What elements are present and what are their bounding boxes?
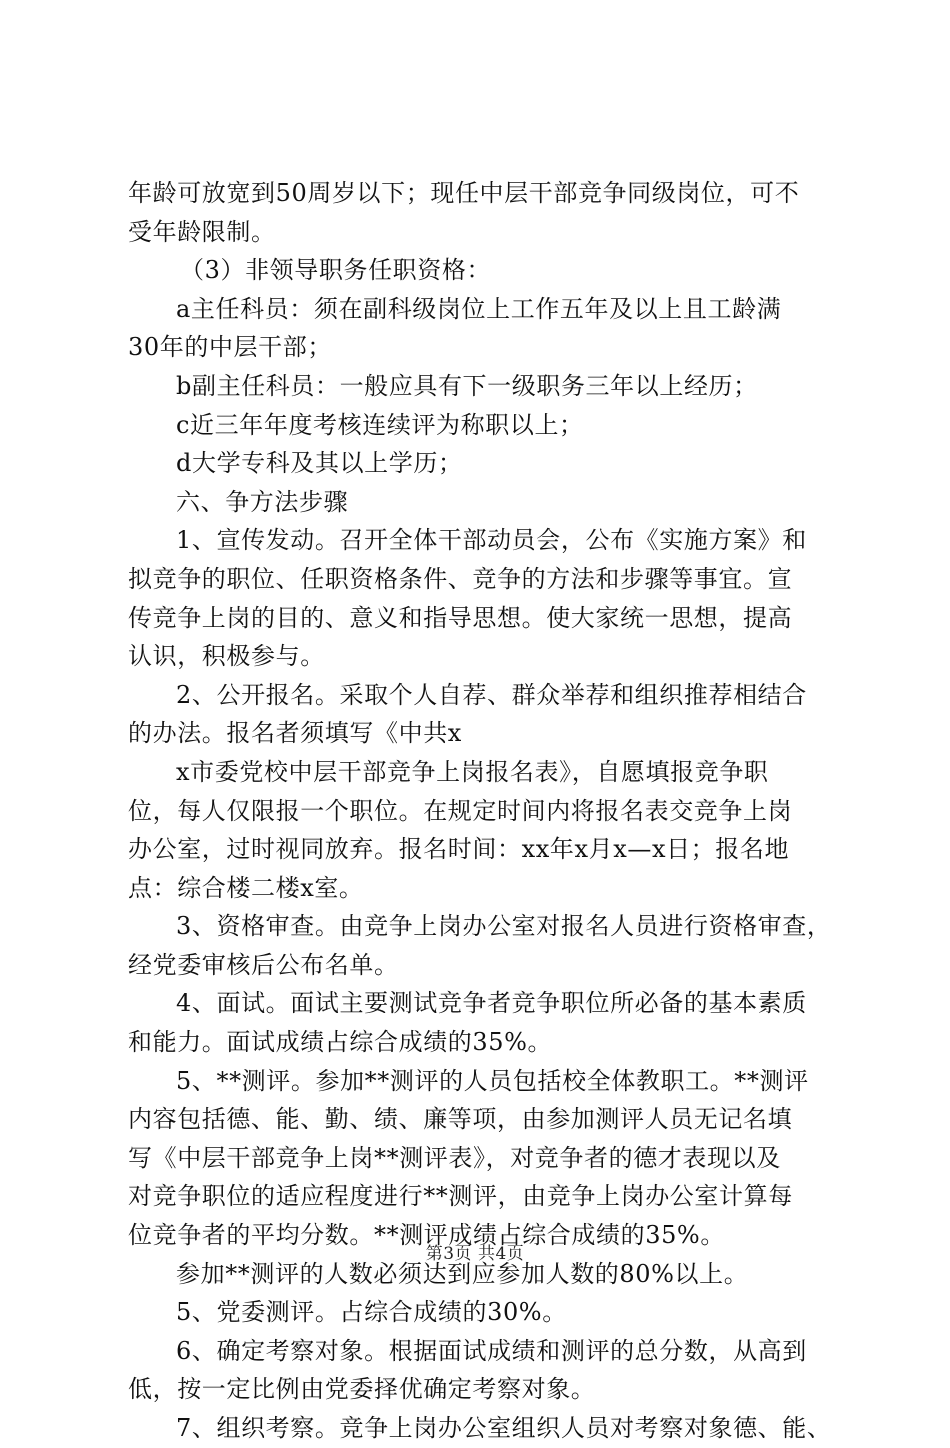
text-line: 认识，积极参与。 [128,642,325,671]
text-line: （3）非领导职务任职资格： [180,256,492,285]
text-line: d大学专科及其以上学历； [176,449,463,478]
text-line: 5、党委测评。占综合成绩的30%。 [176,1298,567,1327]
text-line: 低，按一定比例由党委择优确定考察对象。 [128,1375,596,1404]
text-line: 对竞争职位的适应程度进行**测评，由竞争上岗办公室计算每 [128,1182,793,1211]
text-line: a主任科员：须在副科级岗位上工作五年及以上且工龄满 [176,294,782,323]
text-line: 办公室，过时视同放弃。报名时间：xx年x月x—x日；报名地 [128,835,790,864]
text-line: 和能力。面试成绩占综合成绩的35%。 [128,1028,553,1057]
text-line: 3、资格审查。由竞争上岗办公室对报名人员进行资格审查， [176,912,832,941]
text-line: 7、组织考察。竞争上岗办公室组织人员对考察对象德、能、 [176,1414,832,1442]
text-line: 4、面试。面试主要测试竞争者竞争职位所必备的基本素质 [176,989,807,1018]
text-line: 传竞争上岗的目的、意义和指导思想。使大家统一思想，提高 [128,603,793,632]
text-line: 位竞争者的平均分数。**测评成绩占综合成绩的35%。 [128,1221,725,1250]
text-line: 30年的中层干部； [128,333,332,362]
text-line: 经党委审核后公布名单。 [128,950,399,979]
text-line: 5、**测评。参加**测评的人员包括校全体教职工。**测评 [176,1066,809,1095]
text-line: 6、确定考察对象。根据面试成绩和测评的总分数，从高到 [176,1336,807,1365]
text-line: 六、争方法步骤 [176,487,349,516]
text-line: b副主任科员：一般应具有下一级职务三年以上经历； [176,371,758,400]
text-line: c近三年年度考核连续评为称职以上； [176,410,584,439]
text-line: 位，每人仅限报一个职位。在规定时间内将报名表交竞争上岗 [128,796,793,825]
text-line: 受年龄限制。 [128,217,276,246]
text-line: 点：综合楼二楼x室。 [128,873,364,902]
text-line: 内容包括德、能、勤、绩、廉等项，由参加测评人员无记名填 [128,1105,793,1134]
text-line: 1、宣传发动。召开全体干部动员会，公布《实施方案》和 [176,526,807,555]
text-line: 参加**测评的人数必须达到应参加人数的80%以上。 [176,1259,749,1288]
text-line: 拟竞争的职位、任职资格条件、竞争的方法和步骤等事宜。宣 [128,564,793,593]
text-line: 2、公开报名。采取个人自荐、群众举荐和组织推荐相结合 [176,680,807,709]
text-line: 写《中层干部竞争上岗**测评表》，对竞争者的德才表现以及 [128,1143,781,1172]
text-line: 的办法。报名者须填写《中共x [128,719,462,748]
text-line: 年龄可放宽到50周岁以下；现任中层干部竞争同级岗位，可不 [128,179,800,207]
text-line: x市委党校中层干部竞争上岗报名表》，自愿填报竞争职 [176,757,769,786]
page-footer: 第3页 共4页 [425,1244,525,1264]
